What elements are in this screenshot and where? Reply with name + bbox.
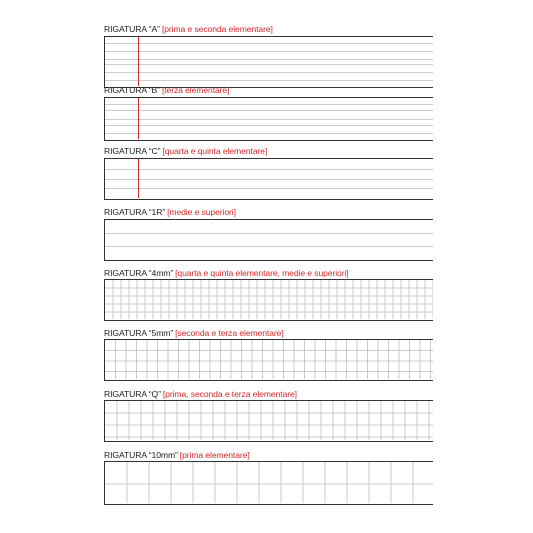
ruling-box [104,339,433,381]
ruling-title [104,268,349,278]
ruling-title [104,328,284,338]
ruling-pattern [105,401,433,442]
ruling-pattern [105,220,433,261]
ruling-description: [seconda e terza elementare] [175,328,284,338]
ruling-box [104,36,433,88]
ruling-title [104,24,273,34]
ruling-description: [quarta e quinta elementare, medie e superiori] [175,268,349,278]
ruling-box [104,158,433,200]
ruling-description: [prima elementare] [179,450,250,460]
ruling-pattern [105,159,433,200]
ruling-name: RIGATURA “4mm” [104,268,174,278]
ruling-title [104,450,250,460]
ruling-title [104,146,267,156]
ruling-box [104,97,433,141]
ruling-pattern [105,280,433,321]
ruling-pattern [105,340,433,381]
ruling-pattern [105,462,433,505]
ruling-name: RIGATURA “10mm” [104,450,178,460]
ruling-title [104,207,236,217]
ruling-box [104,461,433,505]
ruling-box [104,219,433,261]
ruling-description: [medie e superiori] [167,207,236,217]
ruling-name: RIGATURA “A” [104,24,160,34]
ruling-title [104,389,297,399]
ruling-description: [quarta e quinta elementare] [162,146,268,156]
ruling-description: [prima e seconda elementare] [161,24,273,34]
ruling-pattern [105,37,433,88]
ruling-title [104,85,229,95]
ruling-name: RIGATURA “C” [104,146,161,156]
ruling-name: RIGATURA “B” [104,85,160,95]
ruling-name: RIGATURA “1R” [104,207,166,217]
ruling-description: [prima, seconda e terza elementare] [162,389,297,399]
ruling-name: RIGATURA “Q” [104,389,161,399]
ruling-box [104,400,433,442]
ruling-box [104,279,433,321]
ruling-name: RIGATURA “5mm” [104,328,174,338]
ruling-description: [terza elementare] [161,85,230,95]
ruling-pattern [105,98,433,141]
